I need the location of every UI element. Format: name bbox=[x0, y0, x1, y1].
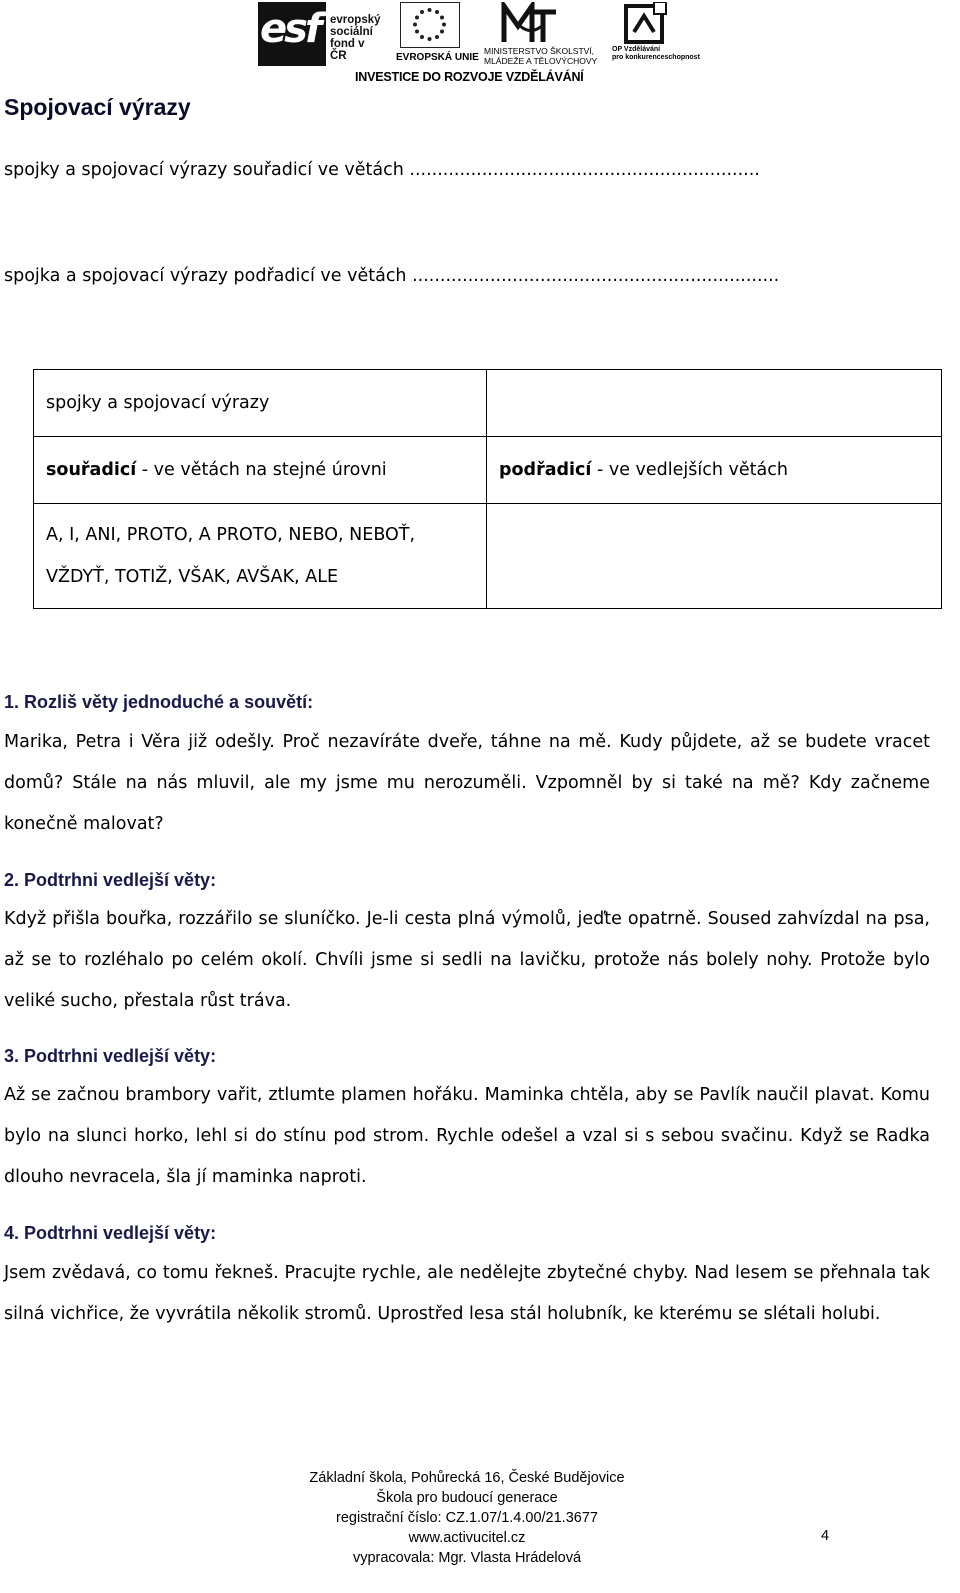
msmt-text-line: MINISTERSTVO ŠKOLSTVÍ, bbox=[484, 46, 595, 56]
eu-logo bbox=[396, 2, 479, 66]
esf-text-line: fond v ČR bbox=[330, 38, 365, 62]
footer bbox=[0, 1468, 934, 1568]
exercise-1-heading: 1. Rozliš věty jednoduché a souvětí: bbox=[4, 692, 314, 712]
coordinating-desc: - ve větách na stejné úrovni bbox=[136, 460, 387, 480]
msmt-mark-icon bbox=[500, 2, 560, 46]
coordinating-values-line: VŽDYŤ, TOTIŽ, VŠAK, AVŠAK, ALE bbox=[46, 567, 338, 587]
intro-line-subordinating: spojka a spojovací výrazy podřadicí ve větách .................................................................. bbox=[4, 266, 780, 286]
op-logo bbox=[612, 2, 702, 66]
msmt-logo bbox=[484, 2, 604, 66]
exercise-4-body: Jsem zvědavá, co tomu řekneš. Pracujte rychle, ale nedělejte zbytečné chyby. Nad lesem se přehnala tak silná vichřice, že vyvrátila několik stromů. Uprostřed lesa stál holubník, ke kterému se slétali holubi. bbox=[4, 1263, 930, 1324]
exercise-2-body: Když přišla bouřka, rozzářilo se sluníčko. Je-li cesta plná výmolů, jeďte opatrně. Soused zahvízdal na psa, až se to rozléhalo po celém okolí. Chvíli jsme si sedli na lavičku, protože nás bolely nohy. Protože bylo veliké sucho, přestala růst tráva. bbox=[4, 909, 930, 1011]
eu-label: EVROPSKÁ UNIE bbox=[396, 52, 479, 63]
subordinating-label: podřadicí bbox=[499, 460, 592, 480]
exercise-2-heading: 2. Podtrhni vedlejší věty: bbox=[4, 870, 217, 890]
col-subordinating-header bbox=[487, 437, 942, 504]
table-header: spojky a spojovací výrazy bbox=[46, 393, 270, 413]
coordinating-values-line: A, I, ANI, PROTO, A PROTO, NEBO, NEBOŤ, bbox=[46, 525, 416, 545]
exercise-1-body: Marika, Petra i Věra již odešly. Proč nezavíráte dveře, táhne na mě. Kudy půjdete, až se budete vracet domů? Stále na nás mluvil, ale my jsme mu nerozuměli. Vzpomněl by si také na mě? Kdy začneme konečně malovat? bbox=[4, 732, 930, 834]
op-mark-icon bbox=[620, 2, 668, 46]
footer-school: Základní škola, Pohůrecká 16, České Budějovice bbox=[309, 1470, 625, 1486]
table-header-empty-cell bbox=[487, 370, 942, 437]
intro-line-coordinating: spojky a spojovací výrazy souřadicí ve větách ............................................................... bbox=[4, 160, 760, 180]
coordinating-label: souřadicí bbox=[46, 460, 137, 480]
esf-text-line: evropský bbox=[330, 14, 381, 26]
footer-author: vypracovala: Mgr. Vlasta Hrádelová bbox=[352, 1550, 582, 1566]
conjunction-table bbox=[33, 369, 942, 609]
coordinating-values-cell bbox=[34, 504, 487, 609]
esf-logo: esf evropský sociální fond v ČR bbox=[258, 2, 378, 68]
footer-website[interactable]: www.activucitel.cz bbox=[408, 1530, 526, 1546]
footer-motto: Škola pro budoucí generace bbox=[376, 1490, 558, 1506]
op-text-line: pro konkurenceschopnost bbox=[612, 54, 700, 61]
footer-registration: registrační číslo: CZ.1.07/1.4.00/21.3677 bbox=[336, 1510, 598, 1526]
msmt-text-line: MLÁDEŽE A TĚLOVÝCHOVY bbox=[484, 56, 598, 66]
subordinating-values-cell bbox=[487, 504, 942, 609]
exercise-3-heading: 3. Podtrhni vedlejší věty: bbox=[4, 1046, 217, 1066]
page-number: 4 bbox=[821, 1528, 830, 1544]
page-title: Spojovací výrazy bbox=[4, 94, 191, 120]
exercise-3-body: Až se začnou brambory vařit, ztlumte plamen hořáku. Maminka chtěla, aby se Pavlík naučil plavat. Komu bylo na slunci horko, lehl si do stínu pod strom. Rychle odešel a vzal si s sebou svačinu. Když se Radka dlouho nevracela, šla jí maminka naproti. bbox=[4, 1085, 930, 1187]
exercise-4-heading: 4. Podtrhni vedlejší věty: bbox=[4, 1223, 217, 1243]
eu-flag-icon bbox=[400, 2, 460, 48]
col-coordinating-header bbox=[34, 437, 487, 504]
esf-text-line: sociální bbox=[330, 26, 373, 38]
table-header-cell bbox=[34, 370, 487, 437]
subordinating-desc: - ve vedlejších větách bbox=[591, 460, 788, 480]
op-text-line: OP Vzdělávání bbox=[612, 46, 661, 53]
investice-tagline: INVESTICE DO ROZVOJE VZDĚLÁVÁNÍ bbox=[355, 70, 584, 84]
